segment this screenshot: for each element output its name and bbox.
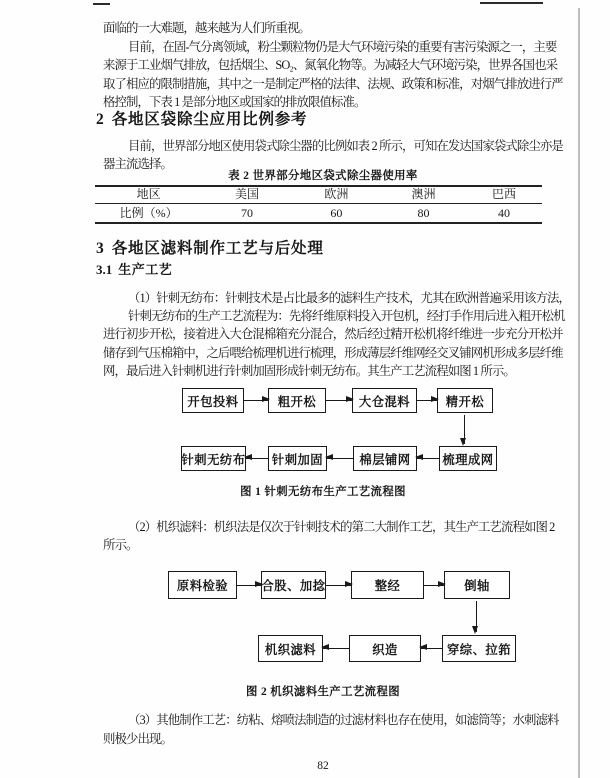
flow-box: 原料检验: [168, 571, 237, 599]
text-line: 目前，在固-气分离领域，粉尘颗粒物仍是大气环境污染的重要有害污染源之一，主要: [128, 40, 557, 54]
flow-box: 粗开松: [268, 388, 326, 413]
flow-arrow-left: [327, 458, 353, 459]
table-header-row: [95, 187, 542, 204]
text-line: 目前，世界部分地区使用袋式除尘器的比例如表 2 所示，可知在发达国家袋式除尘亦是: [128, 139, 563, 153]
table-header-cell: 欧洲: [324, 187, 349, 201]
flow-box: 机织滤料: [258, 635, 323, 662]
figure-1-caption: 图 1 针刺无纺布生产工艺流程图: [240, 486, 406, 498]
table-cell: 80: [417, 206, 430, 220]
table-header-cell: 巴西: [491, 187, 516, 201]
flow-arrow-left: [246, 458, 268, 459]
figure-2-caption: 图 2 机织滤料生产工艺流程图: [245, 686, 401, 698]
section-number: 3: [96, 240, 104, 257]
flow-arrow-left: [417, 458, 439, 459]
flow-arrow-left: [421, 648, 442, 649]
table-rule-fragment-right: [480, 2, 543, 4]
figure-1-flowchart: [0, 386, 610, 474]
table-2: [95, 185, 542, 224]
section-2-heading: [96, 110, 307, 129]
flow-arrow-down: [476, 601, 477, 632]
flow-arrow-right: [417, 400, 437, 401]
flow-arrow-left: [323, 648, 349, 649]
flow-box: 整经: [351, 571, 424, 599]
section-number: 2: [96, 111, 104, 128]
text-line: 器主流选择。: [103, 157, 172, 171]
table-rule-fragment-left: [93, 3, 110, 5]
table-header-cell: 澳洲: [411, 187, 436, 201]
text-line: 则极少出现。: [103, 732, 172, 746]
flow-box: 倒轴: [444, 571, 510, 599]
flow-box: 精开松: [437, 388, 493, 413]
flow-arrow-right: [244, 400, 268, 401]
text-line: 来源于工业烟气排放，包括烟尘、SO₂、氮氧化物等。为减轻大气环境污染，世界各国也采: [103, 58, 558, 72]
flow-box: 针刺无纺布: [181, 446, 246, 471]
page-number: 82: [317, 760, 329, 772]
flow-box: 织造: [349, 635, 421, 662]
section-title: 生产工艺: [118, 262, 173, 277]
section-title: 各地区滤料制作工艺与后处理: [111, 240, 324, 257]
table-cell: 40: [497, 206, 510, 220]
text-line: 网，最后进入针刺机进行针刺加固形成针刺无纺布。其生产工艺流程如图 1 所示。: [103, 364, 515, 378]
text-line: （1）针刺无纺布：针刺技术是占比最多的滤料生产技术，尤其在欧洲普遍采用该方法，: [128, 291, 570, 305]
flow-arrow-right: [237, 585, 261, 586]
section-number: 3.1: [96, 262, 113, 277]
section-3-heading: [96, 239, 324, 258]
flow-box: 大仓混料: [352, 388, 417, 413]
flow-arrow-down: [464, 415, 465, 444]
flow-arrow-right: [424, 585, 444, 586]
text-line: （3）其他制作工艺：纺粘、熔喷法制造的过滤材料也存在使用，如滤筒等；水刺滤料: [128, 713, 559, 727]
flow-box: 梳理成网: [439, 446, 497, 471]
text-line: （2）机织滤料：机织法是仅次于针刺技术的第二大制作工艺，其生产工艺流程如图 2: [128, 520, 555, 534]
flow-box: 针刺加固: [268, 446, 327, 471]
section-title: 各地区袋除尘应用比例参考: [111, 111, 308, 128]
section-3-1-heading: [96, 262, 172, 278]
flow-box: 合股、加捻: [261, 571, 326, 599]
flow-box: 棉层铺网: [353, 446, 417, 471]
table-cell: 60: [330, 206, 343, 220]
table-header-cell: 美国: [234, 187, 259, 201]
text-line: 格控制，下表 1 是部分地区或国家的排放限值标准。: [103, 95, 366, 109]
table-cell: 70: [240, 206, 253, 220]
text-line: 针刺无纺布的生产工艺流程为：先将纤维原料投入开包机，经打手作用后进入粗开松机: [128, 309, 565, 323]
text-line: 进行初步开松，接着进入大仓混棉箱充分混合，然后经过精开松机将纤维进一步充分开松并: [103, 327, 563, 341]
flow-arrow-right: [326, 585, 351, 586]
text-line: 取了相应的限制措施，其中之一是制定严格的法律、法规、政策和标准，对烟气排放进行严: [103, 77, 563, 91]
text-line: 面临的一大难题，越来越为人们所重视。: [103, 21, 310, 35]
table-row: [95, 204, 542, 222]
flow-arrow-right: [326, 400, 352, 401]
figure-2-flowchart: [0, 569, 610, 665]
table-cell: 比例（%）: [119, 206, 178, 220]
table-2-caption: 表 2 世界部分地区袋式除尘器使用率: [228, 170, 418, 182]
flow-box: 开包投料: [182, 388, 244, 413]
text-line: 储存到气压棉箱中，之后喂给梳理机进行梳理，形成薄层纤维网经交叉铺网机形成多层纤维: [103, 346, 563, 360]
table-header-cell: 地区: [136, 187, 161, 201]
text-line: 所示。: [103, 538, 138, 552]
flow-box: 穿综、拉筘: [442, 635, 516, 662]
